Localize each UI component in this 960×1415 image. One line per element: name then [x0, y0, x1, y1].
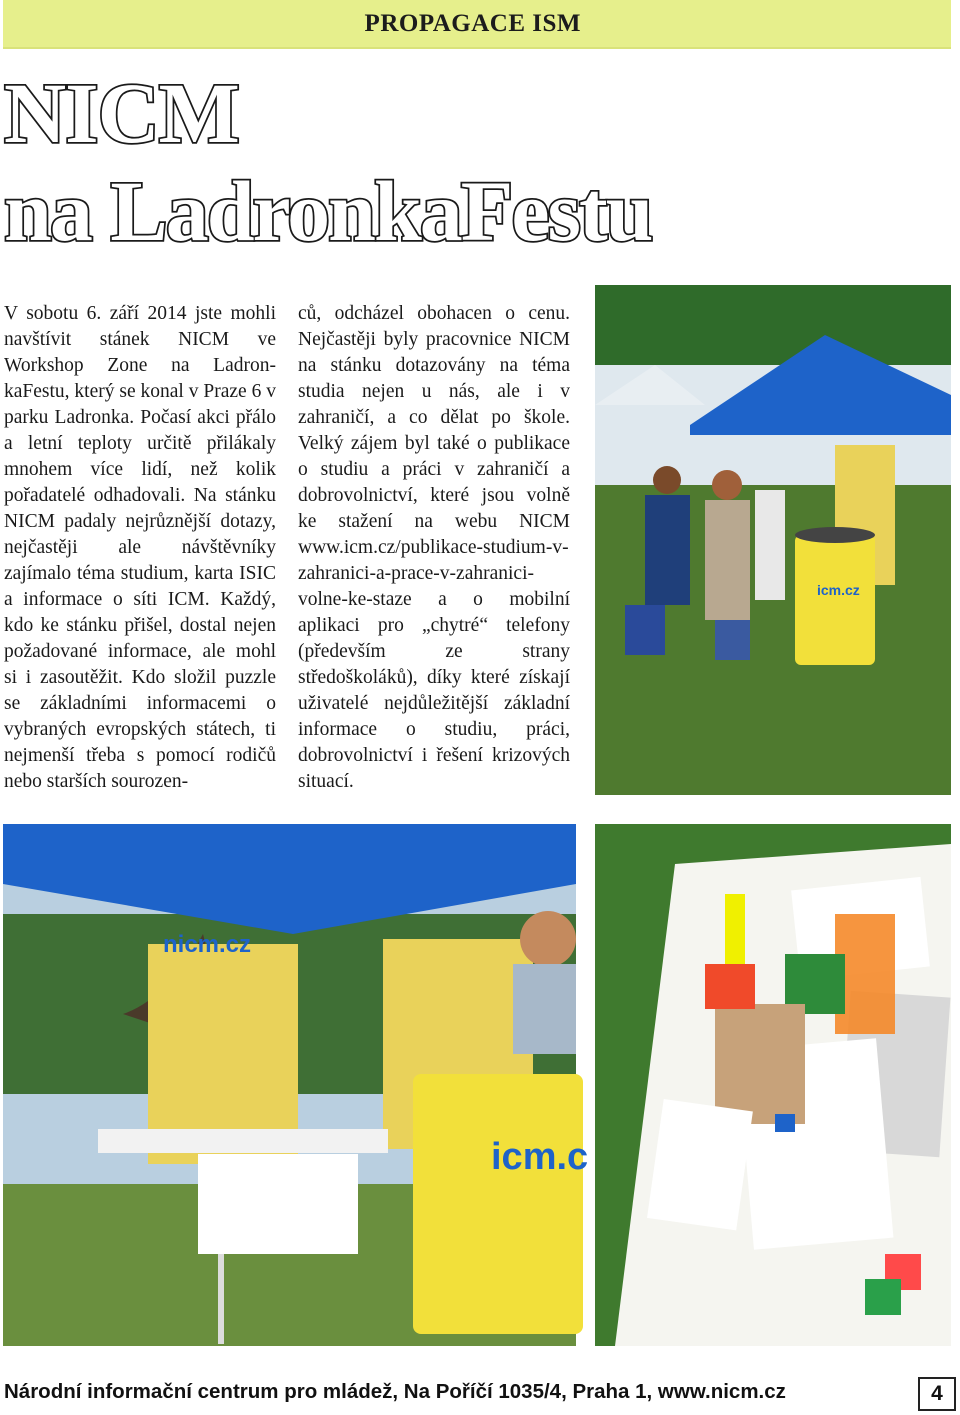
article-title-line1: NICM	[4, 65, 239, 161]
article-title-line2: na LadronkaFestu	[4, 163, 652, 259]
booth-banner-label: nicm.cz	[163, 931, 252, 958]
article-column-2: ců, odcházel obohacen o cenu. Nejčastěji byly pracovnice NICM na stánku dotazovány na téma studia nejen u nás, ale i v zahraničí, a co dělat po škole. Velký zájem byl také o publikace o studiu a práci v zahraničí a dobrovolnictví, které jsou volně ke stažení na webu NICM www.icm.cz/publikace-studium-v-zahranici-a-prace-v-zahranici-volne-ke-staze a o mobilní aplikaci pro „chytré“ telefony (především ze strany středoškoláků), díky které získají uživatelé nejdůležitější základní informace o studiu, práci, dobrovolnictví i řešení krizových situací.	[298, 302, 570, 792]
article-column-1: V sobotu 6. září 2014 jste mohli navštívit stánek NICM ve Workshop Zone na LadronkaFestu, který se konal v Praze 6 v parku Ladronka. Počasí akci přálo a letní teploty určitě přilákaly mnohem více lidí, než kolik pořadatelé odhadovali. Na stánku NICM padaly nejrůznější dotazy, nejčastěji ale návštěvníky zajímalo téma studium, karta ISIC a informace o síti ICM. Každý, kdo ke stánku přišel, dostal nejen požadované informace, ale mohl si i zasoutěžit. Kdo složil puzzle se základními informacemi o vybraných evropských státech, ti nejmenší třeba s pomocí rodičů nebo starších sourozen-	[4, 302, 276, 792]
section-banner	[3, 0, 951, 49]
page-number: 4	[918, 1377, 956, 1411]
footer-address: Národní informační centrum pro mládež, Na Poříčí 1035/4, Praha 1, www.nicm.cz	[4, 1380, 786, 1403]
section-label: PROPAGACE ISM	[364, 10, 581, 37]
photo-booth-table	[3, 824, 589, 1346]
barrel-label: icm.cz	[817, 582, 860, 598]
photo-booth-crowd	[595, 285, 951, 795]
barrel-label: icm.c	[491, 1136, 589, 1178]
photo-table-items	[595, 824, 951, 1346]
